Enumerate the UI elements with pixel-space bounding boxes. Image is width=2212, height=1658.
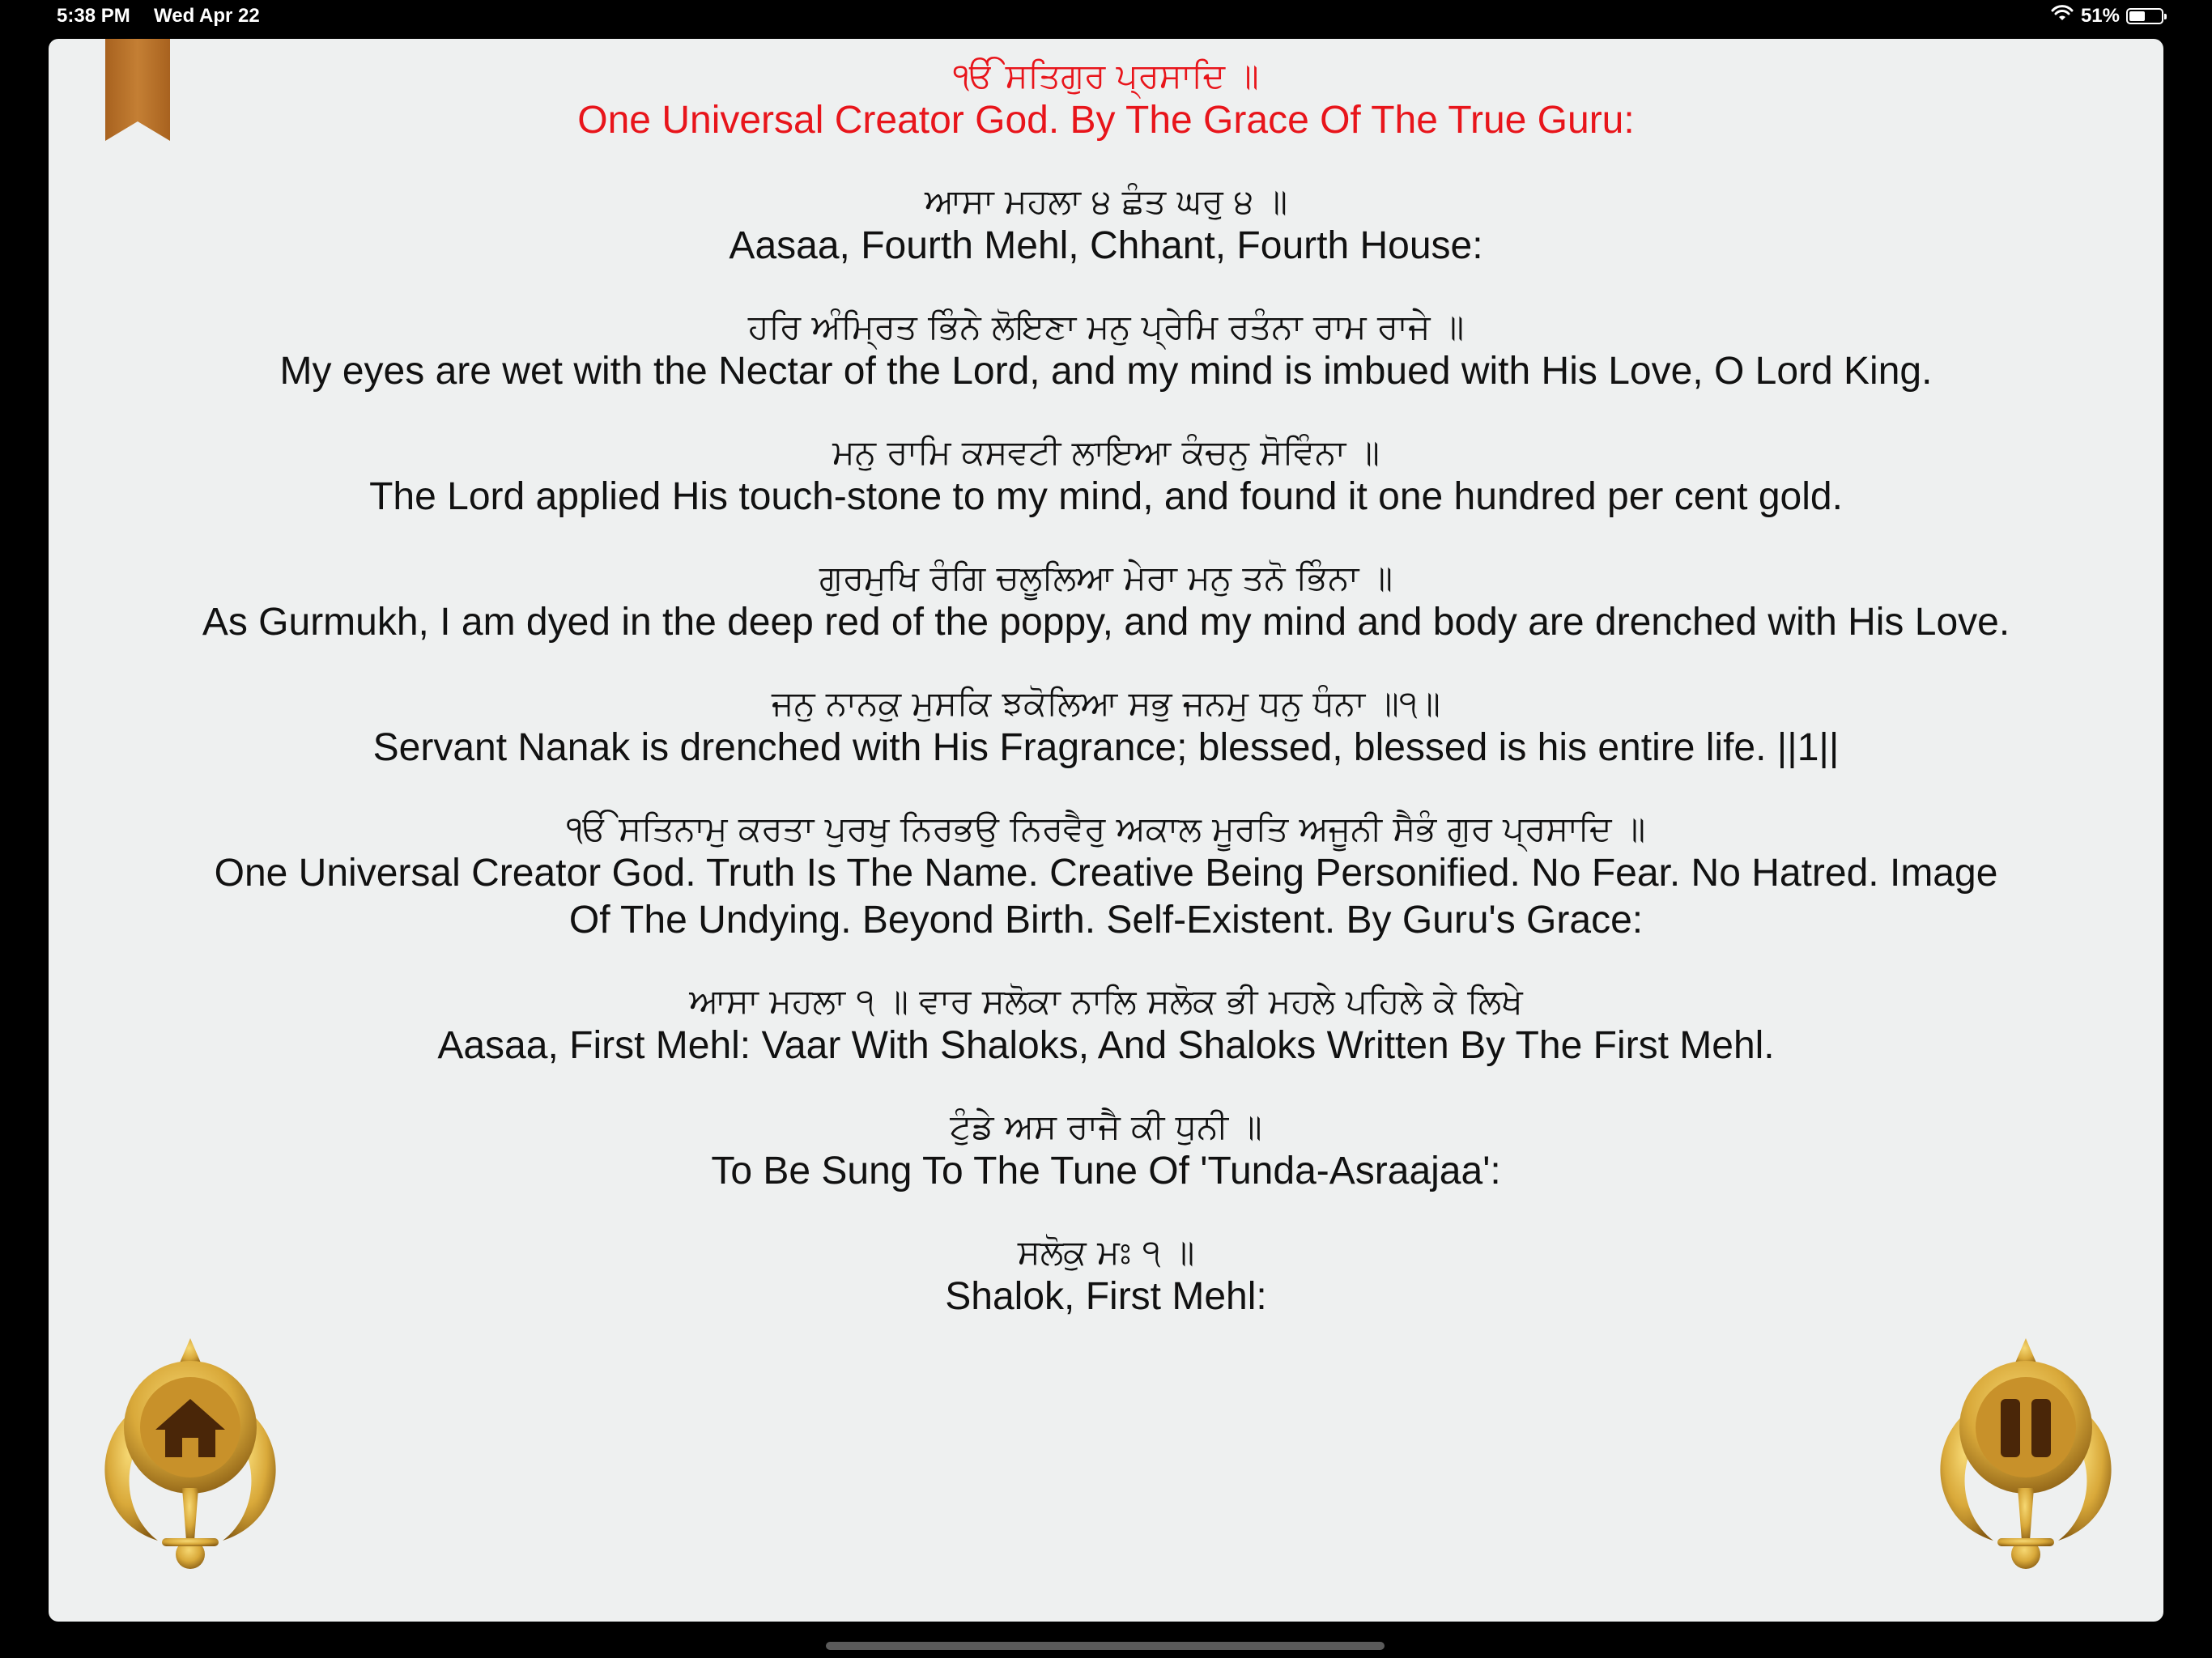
- verse-gurmukhi: ਮਨੁ ਰਾਮਿ ਕਸਵਟੀ ਲਾਇਆ ਕੰਚਨੁ ਸੋਵਿੰਨਾ ॥: [832, 432, 1380, 472]
- verse-gurmukhi: ਆਸਾ ਮਹਲਾ ੪ ਛੰਤ ਘਰੁ ੪ ॥: [924, 181, 1288, 221]
- verse-translation: Aasaa, Fourth Mehl, Chhant, Fourth House:: [729, 224, 1483, 267]
- verse-translation: Shalok, First Mehl:: [945, 1275, 1267, 1318]
- verse[interactable]: [194, 980, 2018, 1069]
- verse-translation: To Be Sung To The Tune Of 'Tunda-Asraajaa':: [711, 1150, 1501, 1192]
- verse[interactable]: [194, 306, 2018, 395]
- verse-translation: My eyes are wet with the Nectar of the Lord, and my mind is imbued with His Love, O Lord King.: [279, 350, 1933, 393]
- verse[interactable]: [194, 432, 2018, 521]
- reader-page[interactable]: [49, 39, 2163, 1622]
- verse-translation: As Gurmukh, I am dyed in the deep red of the poppy, and my mind and body are drenched with His Love.: [202, 601, 2010, 644]
- home-button[interactable]: [81, 1334, 300, 1577]
- verse-gurmukhi: ਗੁਰਮੁਖਿ ਰੰਗਿ ਚਲੂਲਿਆ ਮੇਰਾ ਮਨੁ ਤਨੋ ਭਿੰਨਾ ॥: [819, 558, 1393, 597]
- verse[interactable]: [194, 682, 2018, 772]
- battery-level-fill: [2129, 11, 2145, 21]
- verse[interactable]: [194, 808, 2018, 944]
- bookmark-icon[interactable]: [105, 39, 170, 141]
- battery-percent: 51%: [2080, 4, 2120, 27]
- verse-translation: Aasaa, First Mehl: Vaar With Shaloks, And Shaloks Written By The First Mehl.: [437, 1024, 1775, 1067]
- pause-button[interactable]: [1916, 1334, 2135, 1577]
- verse[interactable]: [194, 55, 2018, 144]
- verse-gurmukhi: ਹਰਿ ਅੰਮ੍ਰਿਤ ਭਿੰਨੇ ਲੋਇਣਾ ਮਨੁ ਪ੍ਰੇਮਿ ਰਤੰਨਾ ਰਾਮ ਰਾਜੇ ॥: [747, 307, 1465, 346]
- wifi-icon: [2050, 3, 2074, 28]
- verse[interactable]: [194, 1231, 2018, 1320]
- khanda-icon: [1916, 1334, 2135, 1577]
- status-bar: [0, 0, 2212, 36]
- verse-gurmukhi: ੴ ਸਤਿਨਾਮੁ ਕਰਤਾ ਪੁਰਖੁ ਨਿਰਭਉ ਨਿਰਵੈਰੁ ਅਕਾਲ ਮੂਰਤਿ ਅਜੂਨੀ ਸੈਭੰ ਗੁਰ ਪ੍ਰਸਾਦਿ ॥: [566, 809, 1646, 848]
- verse-translation: The Lord applied His touch-stone to my mind, and found it one hundred per cent gold.: [369, 475, 1843, 518]
- verse-translation: Servant Nanak is drenched with His Fragrance; blessed, blessed is his entire life. ||1||: [372, 726, 1840, 769]
- home-indicator-bar[interactable]: [826, 1642, 1385, 1650]
- verse-list[interactable]: [194, 55, 2018, 1357]
- status-date: Wed Apr 22: [154, 5, 260, 27]
- battery-icon: [2126, 8, 2163, 24]
- verse[interactable]: [194, 1106, 2018, 1195]
- verse-gurmukhi: ਆਸਾ ਮਹਲਾ ੧ ॥ ਵਾਰ ਸਲੋਕਾ ਨਾਲਿ ਸਲੋਕ ਭੀ ਮਹਲੇ ਪਹਿਲੇ ਕੇ ਲਿਖੇ: [689, 981, 1523, 1021]
- verse-gurmukhi: ਸਲੋਕੁ ਮਃ ੧ ॥: [1017, 1232, 1195, 1272]
- status-right-group: [2050, 3, 2163, 28]
- khanda-icon: [81, 1334, 300, 1577]
- verse-translation: One Universal Creator God. Truth Is The Name. Creative Being Personified. No Fear. No Hatred. Image Of The Undying. Beyond Birth. Self-Existent. By Guru's Grace:: [214, 852, 1998, 942]
- verse-gurmukhi: ਜਨੁ ਨਾਨਕੁ ਮੁਸਕਿ ਝਕੋਲਿਆ ਸਭੁ ਜਨਮੁ ਧਨੁ ਧੰਨਾ ॥੧॥: [772, 683, 1440, 723]
- verse-gurmukhi: ਟੁੰਡੇ ਅਸ ਰਾਜੈ ਕੀ ਧੁਨੀ ॥: [950, 1107, 1262, 1146]
- verse-gurmukhi: ੴ ਸਤਿਗੁਰ ਪ੍ਰਸਾਦਿ ॥: [953, 56, 1259, 96]
- verse[interactable]: [194, 557, 2018, 646]
- verse-translation: One Universal Creator God. By The Grace Of The True Guru:: [577, 99, 1635, 142]
- status-time: 5:38 PM: [57, 5, 130, 27]
- verse[interactable]: [194, 181, 2018, 270]
